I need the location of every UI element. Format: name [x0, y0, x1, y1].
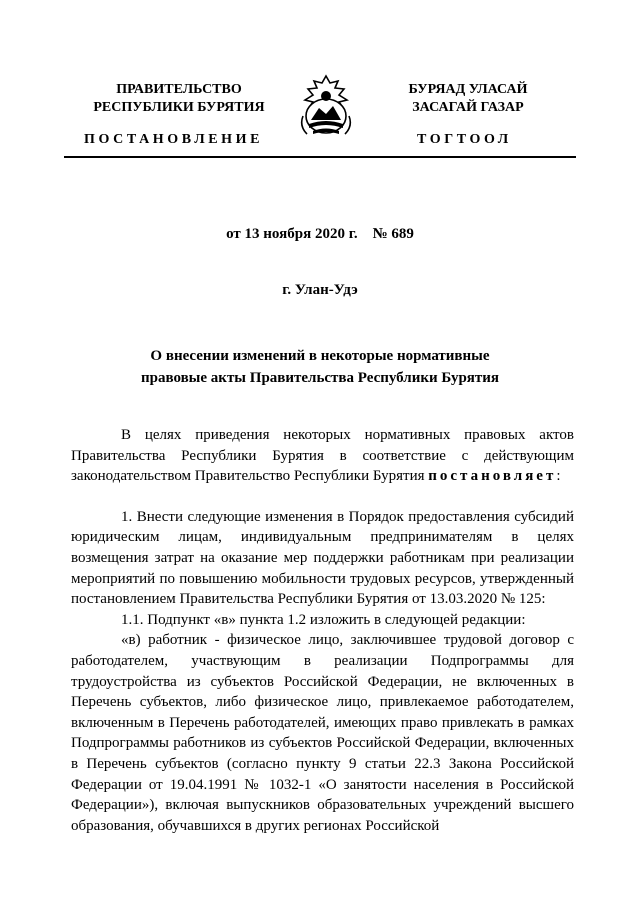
header-left-line2: РЕСПУБЛИКИ БУРЯТИЯ	[93, 100, 265, 115]
preamble-end: :	[556, 468, 561, 485]
title-line-2: правовые акты Правительства Республики Бурятия	[140, 370, 500, 386]
preamble-paragraph	[71, 425, 574, 487]
document-type-bur: ТОГТООЛ	[417, 132, 512, 147]
document-body	[71, 425, 574, 836]
document-title	[64, 345, 576, 389]
coat-of-arms-icon	[297, 74, 355, 138]
preamble-text: В целях приведения некоторых нормативных правовых актов Правительства Республики Бурятия в соответствие с действующим законодательством Правительство Республики Бурятия	[71, 427, 574, 485]
title-line-1: О внесении изменений в некоторые нормативные	[150, 348, 490, 364]
header-right-line1: БУРЯАД УЛАСАЙ	[408, 82, 528, 97]
header-right-authority	[378, 81, 558, 117]
header-right-line2: ЗАСАГАЙ ГАЗАР	[412, 100, 524, 115]
resolves-keyword: постановляет	[428, 468, 557, 485]
clause-1-1-paragraph: 1.1. Подпункт «в» пункта 1.2 изложить в следующей редакции:	[121, 611, 526, 628]
document-city: г. Улан-Удэ	[282, 282, 358, 298]
clause-1-paragraph: 1. Внести следующие изменения в Порядок предоставления субсидий юридическим лицам, индивидуальным предпринимателям в целях возмещения затрат на оказание мер поддержки работникам при реализации мероприятий по повышению мобильности трудовых ресурсов, утвержденный постановлением Правительства Республики Бурятия от 13.03.2020 № 125:	[71, 508, 574, 608]
header-left-authority	[84, 81, 274, 117]
document-date-number: от 13 ноября 2020 г. № 689	[226, 226, 414, 242]
header-divider	[64, 156, 576, 158]
clause-1-1-text-paragraph: «в) работник - физическое лицо, заключившее трудовой договор с работодателем, участвующим в реализации Подпрограммы для трудоустройства из субъектов Российской Федерации, не включенных в Перечень субъектов, либо физическое лицо, привлекаемое работодателем, включенным в Перечень работодателей, имеющих право привлекать в рамках Подпрограммы работников из субъектов Российской Федерации, включенных в Перечень субъектов (согласно пункту 9 статьи 22.3 Закона Российской Федерации от 19.04.1991 № 1032-1 «О занятости населения в Российской Федерации»), включая выпускников образовательных учреждений высшего образования, обучавшихся в других регионах Российской	[71, 632, 574, 834]
header-left-line1: ПРАВИТЕЛЬСТВО	[116, 82, 242, 97]
document-type-ru: ПОСТАНОВЛЕНИЕ	[84, 132, 264, 147]
